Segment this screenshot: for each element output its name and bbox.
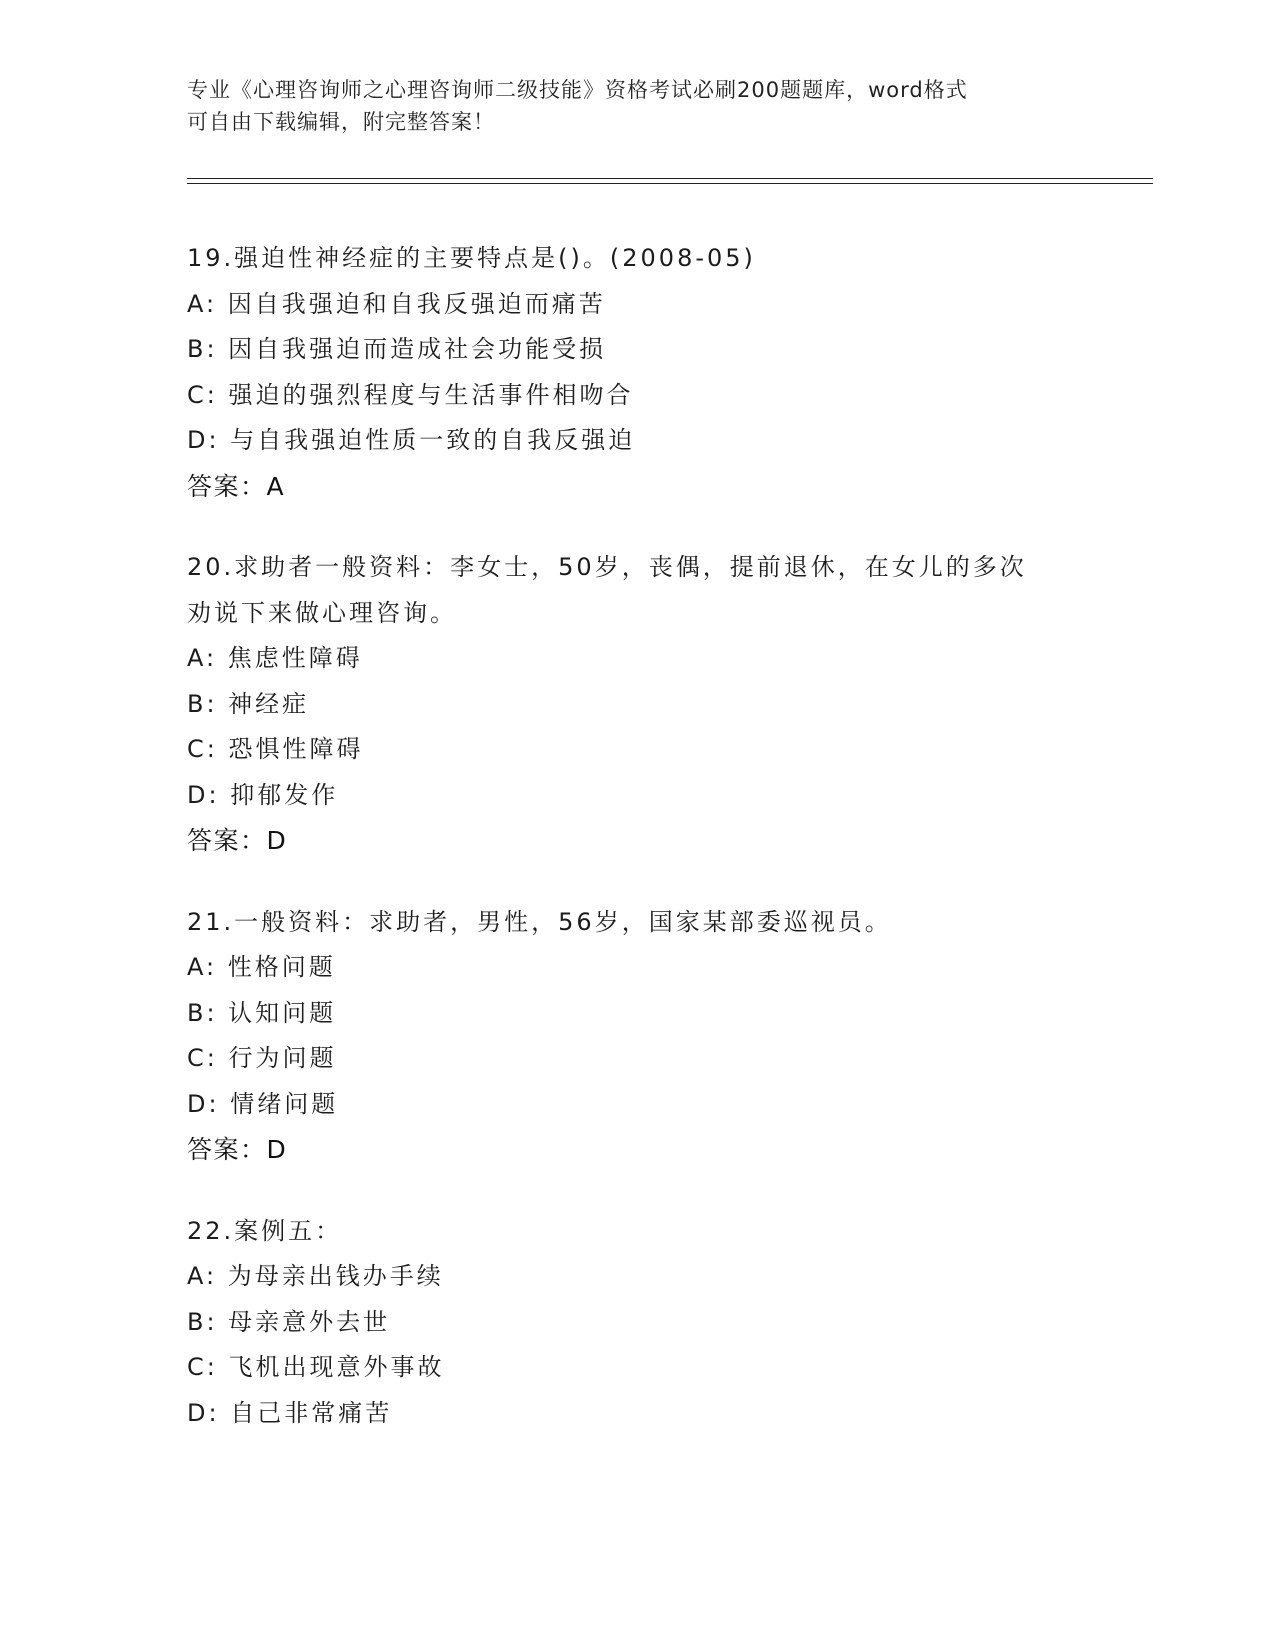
question-stem: 21.一般资料：求助者，男性，56岁，国家某部委巡视员。 <box>187 907 892 936</box>
answer-option: B: 因自我强迫而造成社会功能受损 <box>187 335 607 363</box>
answer-option: A: 焦虑性障碍 <box>187 644 363 672</box>
question-stem: 劝说下来做心理咨询。 <box>187 598 457 627</box>
header-divider-top <box>187 178 1153 179</box>
answer-option: D: 情绪问题 <box>187 1089 339 1118</box>
answer-option: A: 因自我强迫和自我反强迫而痛苦 <box>187 289 606 318</box>
answer-option: C: 强迫的强烈程度与生活事件相吻合 <box>187 380 634 409</box>
answer-option: D: 与自我强迫性质一致的自我反强迫 <box>187 426 636 454</box>
answer-key: 答案：D <box>187 1135 288 1164</box>
question-stem: 22.案例五： <box>187 1216 343 1245</box>
answer-option: C: 飞机出现意外事故 <box>187 1353 445 1381</box>
question-stem: 19.强迫性神经症的主要特点是()。(2008-05) <box>187 244 756 272</box>
question-block <box>187 900 1127 1173</box>
question-stem: 20.求助者一般资料：李女士，50岁，丧偶，提前退休，在女儿的多次 <box>187 553 1027 581</box>
answer-option: B: 认知问题 <box>187 998 337 1027</box>
question-block <box>187 545 1127 864</box>
answer-key: 答案：D <box>187 826 288 855</box>
document-header <box>187 74 1087 138</box>
question-list <box>187 236 1127 1472</box>
answer-option: D: 自己非常痛苦 <box>187 1398 393 1427</box>
header-divider-bottom <box>187 183 1153 184</box>
question-block <box>187 236 1127 509</box>
answer-option: A: 为母亲出钱办手续 <box>187 1262 444 1290</box>
answer-key: 答案：A <box>187 471 286 501</box>
answer-option: C: 恐惧性障碍 <box>187 735 364 763</box>
answer-option: B: 神经症 <box>187 689 310 718</box>
answer-option: B: 母亲意外去世 <box>187 1307 391 1336</box>
answer-option: A: 性格问题 <box>187 953 336 981</box>
header-line-2: 可自由下载编辑，附完整答案！ <box>187 110 495 134</box>
question-block <box>187 1209 1127 1437</box>
answer-option: C: 行为问题 <box>187 1044 337 1072</box>
answer-option: D: 抑郁发作 <box>187 780 339 809</box>
header-line-1: 专业《心理咨询师之心理咨询师二级技能》资格考试必刷200题题库，word格式 <box>187 78 968 102</box>
